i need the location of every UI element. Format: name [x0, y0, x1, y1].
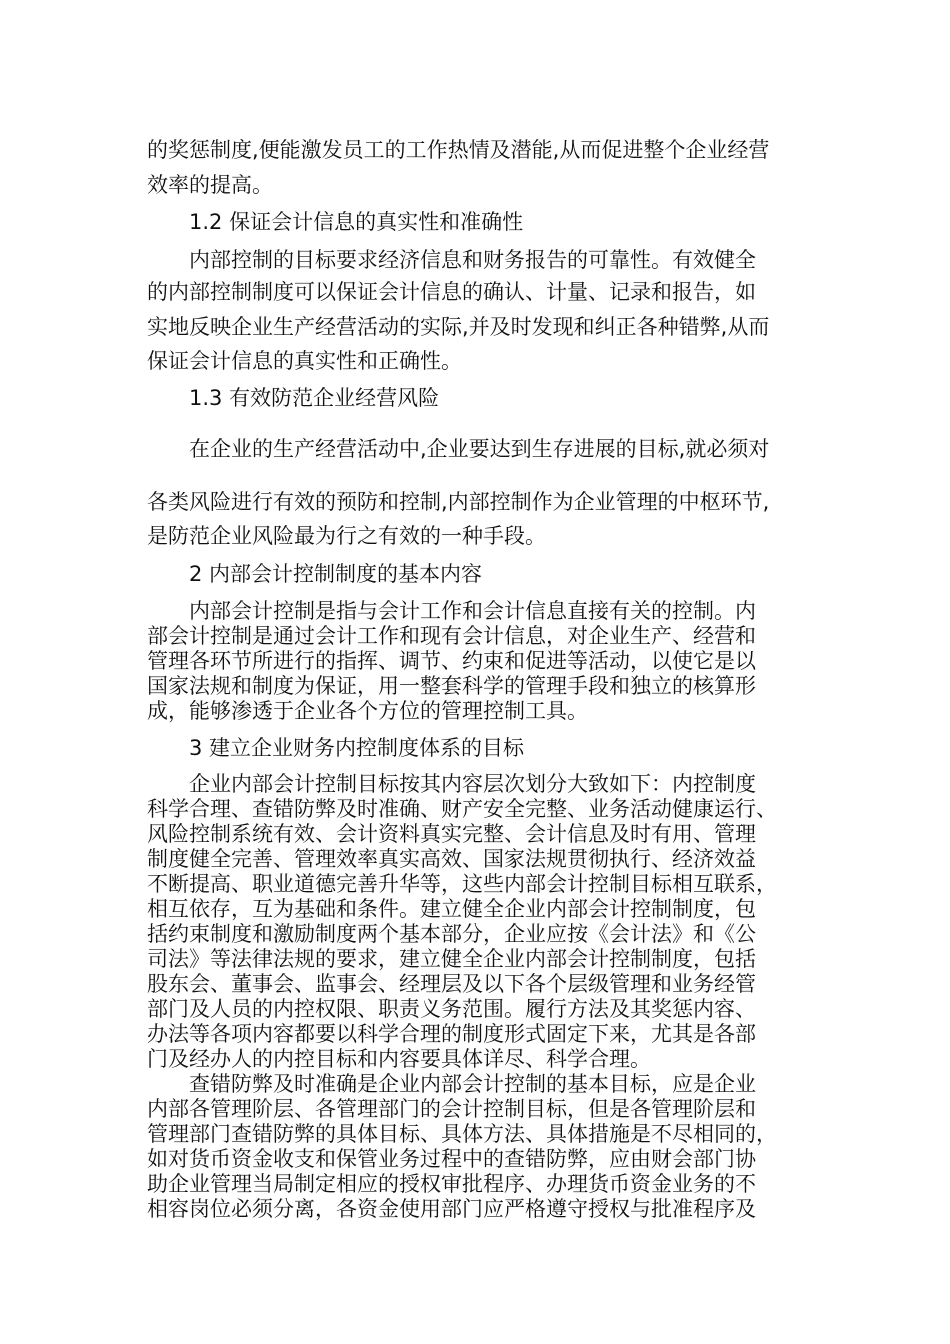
paragraph-line: 科学合理、查错防弊及时准确、财产安全完整、业务活动健康运行、 — [147, 797, 777, 821]
paragraph-line: 是防范企业风险最为行之有效的一种手段。 — [147, 524, 546, 548]
paragraph-line: 在企业的生产经营活动中,企业要达到生存进展的目标,就必须对 — [189, 437, 770, 461]
paragraph-line: 企业内部会计控制目标按其内容层次划分大致如下：内控制度 — [189, 772, 756, 796]
paragraph-line: 的内部控制制度可以保证会计信息的确认、计量、记录和报告，如 — [147, 280, 756, 304]
paragraph-line: 办法等各项内容都要以科学合理的制度形式固定下来，尤其是各部 — [147, 1022, 756, 1046]
paragraph-line: 各类风险进行有效的预防和控制,内部控制作为企业管理的中枢环节, — [147, 490, 770, 514]
paragraph-line: 股东会、董事会、监事会、经理层及以下各个层级管理和业务经管 — [147, 972, 756, 996]
paragraph-line: 部会计控制是通过会计工作和现有会计信息，对企业生产、经营和 — [147, 624, 756, 648]
section-heading-1-2: 1.2 保证会计信息的真实性和准确性 — [189, 210, 524, 234]
paragraph-line: 内部各管理阶层、各管理部门的会计控制目标，但是各管理阶层和 — [147, 1097, 756, 1121]
paragraph-line: 制度健全完善、管理效率真实高效、国家法规贯彻执行、经济效益 — [147, 847, 756, 871]
paragraph-line: 括约束制度和激励制度两个基本部分，企业应按《会计法》和《公 — [147, 922, 756, 946]
paragraph-line: 管理部门查错防弊的具体目标、具体方法、具体措施是不尽相同的， — [147, 1122, 777, 1146]
paragraph-line: 不断提高、职业道德完善升华等，这些内部会计控制目标相互联系， — [147, 872, 777, 896]
paragraph-line: 部门及人员的内控权限、职责义务范围。履行方法及其奖惩内容、 — [147, 997, 756, 1021]
paragraph-line: 保证会计信息的真实性和正确性。 — [147, 349, 462, 373]
section-heading-3: 3 建立企业财务内控制度体系的目标 — [189, 736, 525, 760]
paragraph-line: 内部控制的目标要求经济信息和财务报告的可靠性。有效健全 — [189, 248, 756, 272]
paragraph-line: 效率的提高。 — [147, 173, 273, 197]
paragraph-line: 助企业管理当局制定相应的授权审批程序、办理货币资金业务的不 — [147, 1172, 756, 1196]
paragraph-line: 相互依存，互为基础和条件。建立健全企业内部会计控制制度，包 — [147, 897, 756, 921]
paragraph-line: 实地反映企业生产经营活动的实际,并及时发现和纠正各种错弊,从而 — [147, 315, 770, 339]
paragraph-line: 司法》等法律法规的要求，建立健全企业内部会计控制制度，包括 — [147, 947, 756, 971]
paragraph-line: 国家法规和制度为保证，用一整套科学的管理手段和独立的核算形 — [147, 674, 756, 698]
paragraph-line: 管理各环节所进行的指挥、调节、约束和促进等活动，以使它是以 — [147, 649, 756, 673]
paragraph-line: 风险控制系统有效、会计资料真实完整、会计信息及时有用、管理 — [147, 822, 756, 846]
section-heading-1-3: 1.3 有效防范企业经营风险 — [189, 386, 440, 410]
paragraph-line: 成，能够渗透于企业各个方位的管理控制工具。 — [147, 699, 588, 723]
paragraph-line: 内部会计控制是指与会计工作和会计信息直接有关的控制。内 — [189, 599, 756, 623]
paragraph-line: 相容岗位必须分离，各资金使用部门应严格遵守授权与批准程序及 — [147, 1197, 756, 1221]
section-heading-2: 2 内部会计控制制度的基本内容 — [189, 562, 483, 586]
paragraph-line: 如对货币资金收支和保管业务过程中的查错防弊，应由财会部门协 — [147, 1147, 756, 1171]
paragraph-line: 门及经办人的内控目标和内容要具体详尽、科学合理。 — [147, 1047, 651, 1071]
paragraph-line: 查错防弊及时准确是企业内部会计控制的基本目标，应是企业 — [189, 1072, 756, 1096]
paragraph-line: 的奖惩制度,便能激发员工的工作热情及潜能,从而促进整个企业经营 — [147, 138, 770, 162]
